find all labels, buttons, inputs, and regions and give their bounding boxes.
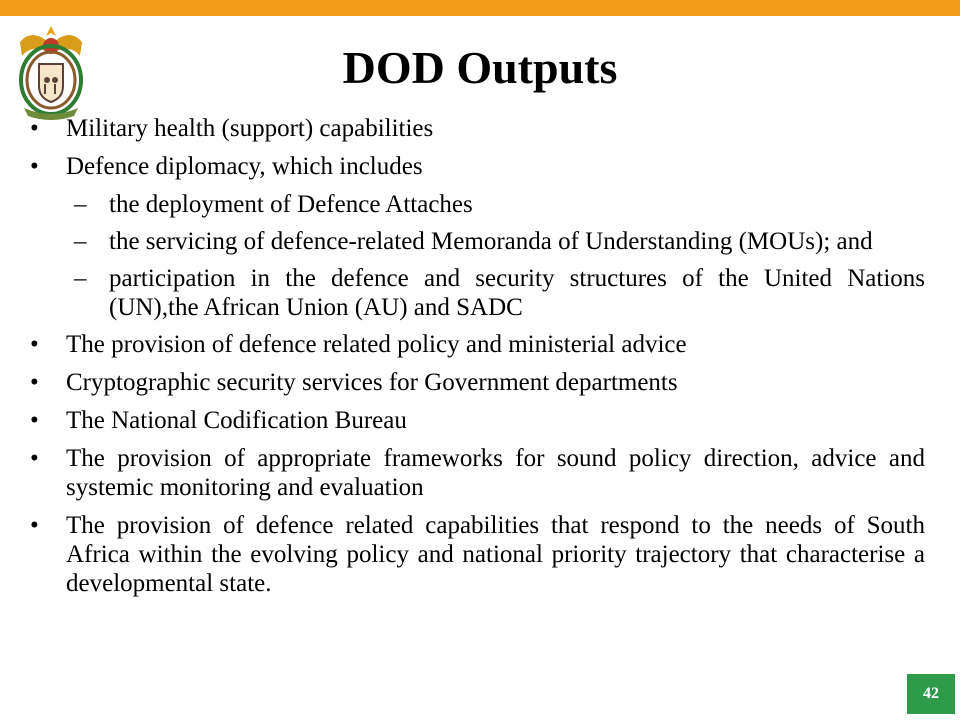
bullet-item — [30, 330, 925, 359]
bullet-marker: • — [30, 369, 39, 396]
bullet-marker: • — [30, 115, 39, 142]
bullet-item — [30, 152, 925, 181]
bullet-marker: • — [30, 445, 39, 472]
bullet-text: The provision of defence related policy and ministerial advice — [66, 331, 687, 358]
bullet-item — [30, 406, 925, 435]
dash-marker: – — [74, 191, 87, 218]
bullet-item — [30, 368, 925, 397]
bullet-marker: • — [30, 153, 39, 180]
bullet-text: The provision of appropriate frameworks for sound policy direction, advice and systemic monitoring and evaluation — [66, 445, 925, 501]
bullet-text: Military health (support) capabilities — [66, 115, 434, 142]
sub-bullet-item — [30, 264, 925, 322]
bullet-text: The provision of defence related capabilities that respond to the needs of South Africa within the evolving policy and national priority trajectory that characterise a developmental state. — [66, 512, 925, 597]
bullet-marker: • — [30, 407, 39, 434]
bullet-list — [30, 114, 925, 607]
page-number-badge: 42 — [907, 674, 955, 714]
dash-marker: – — [74, 228, 87, 255]
bullet-item — [30, 444, 925, 502]
bullet-item — [30, 511, 925, 598]
top-accent-bar — [0, 0, 960, 16]
bullet-text: participation in the defence and security structures of the United Nations (UN),the African Union (AU) and SADC — [109, 265, 925, 321]
sub-bullet-item — [30, 227, 925, 256]
bullet-text: the deployment of Defence Attaches — [109, 191, 473, 218]
bullet-text: The National Codification Bureau — [66, 407, 407, 434]
bullet-text: Defence diplomacy, which includes — [66, 153, 423, 180]
bullet-text: Cryptographic security services for Government departments — [66, 369, 678, 396]
bullet-text: the servicing of defence-related Memoranda of Understanding (MOUs); and — [109, 228, 873, 255]
slide-title: DOD Outputs — [342, 42, 618, 93]
sub-bullet-item — [30, 190, 925, 219]
bullet-item — [30, 114, 925, 143]
bullet-marker: • — [30, 331, 39, 358]
bullet-marker: • — [30, 512, 39, 539]
dash-marker: – — [74, 265, 87, 292]
